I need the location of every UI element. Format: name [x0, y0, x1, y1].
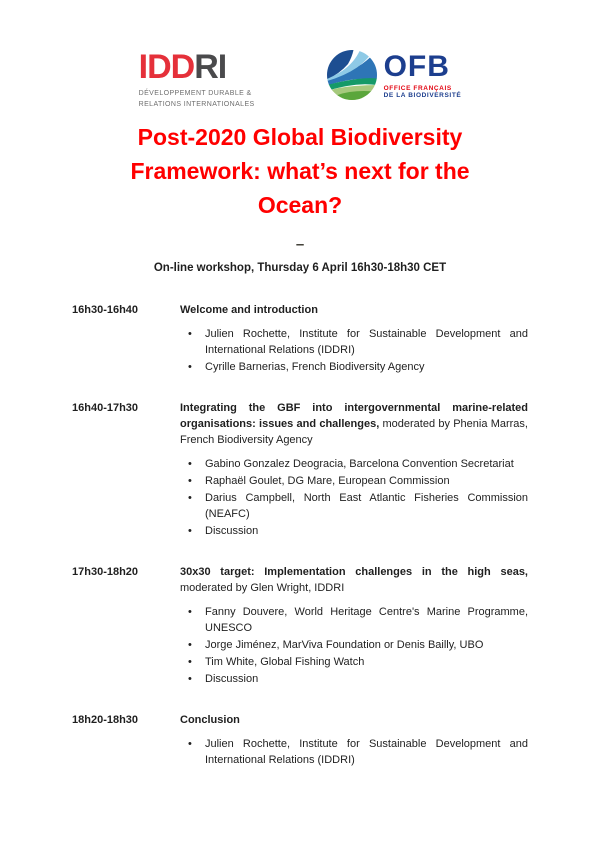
- list-item: [188, 736, 528, 768]
- logo-row: [72, 50, 528, 110]
- list-item: [188, 490, 528, 522]
- bullet-icon: •: [188, 458, 192, 471]
- ofb-logo: [327, 50, 462, 100]
- agenda-bullet-list: [180, 604, 528, 687]
- bullet-icon: •: [188, 328, 192, 341]
- bullet-icon: •: [188, 492, 192, 505]
- bullet-icon: •: [188, 639, 192, 652]
- list-item-text: Darius Campbell, North East Atlantic Fisheries Commission (NEAFC): [205, 492, 528, 521]
- list-item-text: Jorge Jiménez, MarViva Foundation or Denis Bailly, UBO: [205, 639, 484, 652]
- list-item-text: Fanny Douvere, World Heritage Centre's Marine Programme, UNESCO: [205, 606, 528, 635]
- agenda-heading-bold: Integrating the GBF into intergovernmental marine-related organisations: issues and challenges,: [180, 402, 528, 431]
- agenda-row-conclusion: [72, 712, 528, 769]
- list-item-text: Cyrille Barnerias, French Biodiversity Agency: [205, 361, 425, 374]
- agenda-row-gbf-organisations: [72, 400, 528, 540]
- ofb-tagline-line2: DE LA BIODIVERSITÉ: [383, 91, 462, 99]
- agenda-bullet-list: [180, 326, 528, 375]
- list-item-text: Tim White, Global Fishing Watch: [205, 656, 365, 669]
- agenda-content: [180, 712, 528, 769]
- bullet-icon: •: [188, 606, 192, 619]
- list-item-text: Julien Rochette, Institute for Sustainable Development and International Relations (IDDRI): [205, 328, 528, 357]
- agenda-heading-bold: 30x30 target: Implementation challenges in the high seas,: [180, 566, 528, 579]
- list-item: [188, 604, 528, 636]
- agenda-time: 18h20-18h30: [72, 714, 139, 727]
- agenda-bullet-list: [180, 456, 528, 539]
- title-separator-dash: –: [295, 236, 305, 254]
- workshop-subtitle: On-line workshop, Thursday 6 April 16h30-18h30 CET: [153, 262, 447, 275]
- list-item: [188, 456, 528, 472]
- agenda-time: 16h30-16h40: [72, 304, 139, 317]
- ofb-acronym: OFB: [383, 49, 450, 83]
- agenda-heading: [180, 564, 528, 596]
- iddri-tagline-line1: DÉVELOPPEMENT DURABLE &: [138, 90, 252, 97]
- iddri-wordmark-red: IDD: [138, 48, 195, 86]
- list-item: [188, 523, 528, 539]
- list-item-text: Discussion: [205, 525, 259, 538]
- agenda-row-welcome: [72, 302, 528, 376]
- bullet-icon: •: [188, 475, 192, 488]
- iddri-tagline-line2: RELATIONS INTERNATIONALES: [138, 100, 255, 108]
- agenda-heading: [180, 400, 528, 448]
- list-item: [188, 326, 528, 358]
- bullet-icon: •: [188, 656, 192, 669]
- agenda-content: [180, 400, 528, 540]
- agenda-heading-regular: moderated by Phenia Marras, French Biodiversity Agency: [180, 418, 528, 447]
- agenda-heading: [180, 302, 528, 318]
- agenda-time: 16h40-17h30: [72, 402, 139, 415]
- ofb-tagline-line1: OFFICE FRANÇAIS: [383, 84, 452, 92]
- agenda-content: [180, 302, 528, 376]
- list-item-text: Discussion: [205, 673, 259, 686]
- iddri-logo: [139, 50, 255, 110]
- page-title: [72, 120, 528, 222]
- ofb-text: [383, 49, 462, 99]
- agenda-heading-bold: Conclusion: [180, 714, 240, 727]
- list-item: [188, 654, 528, 670]
- agenda: [72, 302, 528, 769]
- page-title-line3: Ocean?: [257, 192, 343, 218]
- ofb-globe-icon: [327, 50, 377, 100]
- list-item: [188, 637, 528, 653]
- list-item-text: Julien Rochette, Institute for Sustainable Development and International Relations (IDDRI): [205, 738, 528, 767]
- list-item: [188, 359, 528, 375]
- list-item: [188, 671, 528, 687]
- iddri-wordmark: [139, 50, 255, 84]
- agenda-bullet-list: [180, 736, 528, 768]
- list-item: [188, 473, 528, 489]
- agenda-heading-regular: moderated by Glen Wright, IDDRI: [180, 582, 345, 595]
- bullet-icon: •: [188, 525, 192, 538]
- bullet-icon: •: [188, 361, 192, 374]
- agenda-row-30x30-target: [72, 564, 528, 688]
- list-item-text: Raphaël Goulet, DG Mare, European Commission: [205, 475, 450, 488]
- page-title-line1: Post-2020 Global Biodiversity: [137, 124, 463, 150]
- list-item-text: Gabino Gonzalez Deogracia, Barcelona Convention Secretariat: [205, 458, 514, 471]
- bullet-icon: •: [188, 673, 192, 686]
- iddri-tagline: [139, 89, 255, 110]
- agenda-heading: [180, 712, 528, 728]
- page-title-line2: Framework: what’s next for the: [130, 158, 470, 184]
- agenda-content: [180, 564, 528, 688]
- bullet-icon: •: [188, 738, 192, 751]
- iddri-wordmark-dark: RI: [194, 48, 227, 86]
- agenda-heading-bold: Welcome and introduction: [180, 304, 318, 317]
- agenda-time: 17h30-18h20: [72, 566, 139, 579]
